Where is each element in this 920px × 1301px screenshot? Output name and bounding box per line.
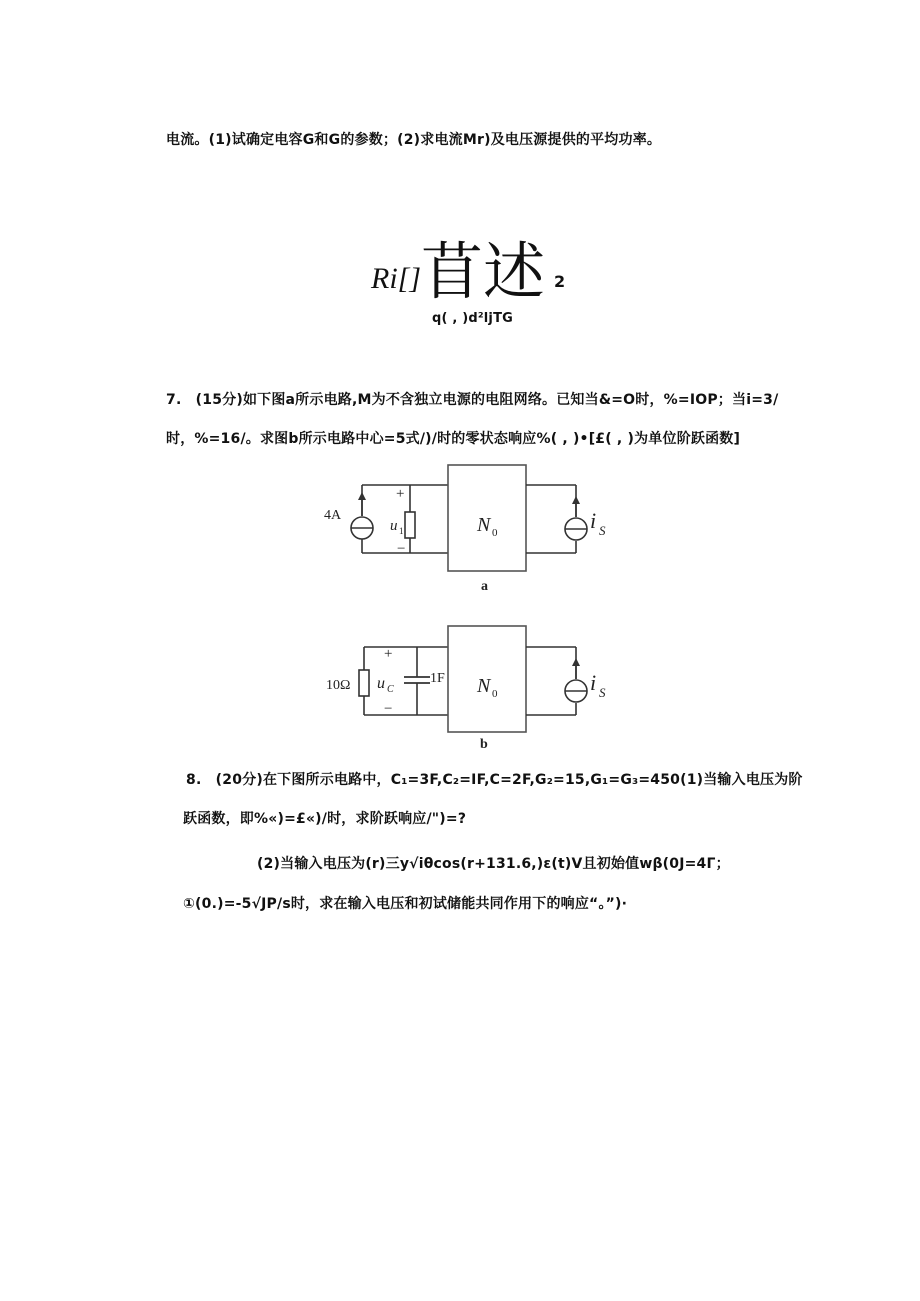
q8-line2: 跃函数，即%«)=£«)/时，求阶跃响应/")=? [183,811,467,827]
caption-a: a [481,579,488,594]
capacitor-1f [404,677,430,683]
text-line-top: 电流。(1)试确定电容G和G的参数；(2)求电流Mr)及电压源提供的平均功率。 [166,132,662,148]
q7-line2: 时，%=16/。求图b所示电路中心=5式/)/时的零状态响应%( , )•[£( , )为单位阶跃函数] [166,431,741,447]
resistor-u1 [405,512,415,538]
label-n0-b-sub: 0 [492,688,498,700]
circuit-figure-a [320,462,620,597]
q8-line3: (2)当输入电压为(r)三y√iθcos(r+131.6,)ε(t)V且初始值wβ(0J=4Γ； [257,856,730,872]
label-is-b: i [590,670,597,695]
label-uc: u [377,675,385,692]
label-is-b-sub: S [599,685,606,700]
label-uc-sub: C [387,684,394,695]
formula-line: q( , )d²ljTG [432,311,514,326]
label-n0-b: N [477,675,491,697]
label-minus-b: − [384,701,393,717]
caption-b: b [480,737,488,752]
label-10-ohm: 10Ω [326,678,351,693]
current-source-is-a [565,496,587,540]
label-4a: 4A [324,508,342,523]
heading-number: 2 [554,272,566,291]
label-u1: u [390,518,398,534]
circuit-figure-b [320,622,620,752]
label-plus-a: + [396,486,405,502]
heading-ri: Ri[] [371,262,422,295]
q8-line4: ①(0.)=-5√JP/s时，求在输入电压和初试储能共同作用下的响应“。”)· [183,896,628,912]
q8-line1: 8. (20分)在下图所示电路中，C₁=3F,C₂=IF,C=2F,G₂=15,G₁=G₃=450(1)当输入电压为阶 [186,772,803,788]
label-n0-a-sub: 0 [492,527,498,539]
label-is-a: i [590,508,597,533]
label-plus-b: + [384,646,393,662]
label-minus-a: − [397,541,406,557]
label-1f: 1F [430,671,445,686]
label-u1-sub: 1 [399,526,404,536]
current-source-4a [351,492,373,539]
label-is-a-sub: S [599,523,606,538]
current-source-is-b [565,658,587,702]
resistor-10-ohm [359,670,369,696]
q7-line1: 7. (15分)如下图a所示电路,M为不含独立电源的电阻网络。已知当&=O时，%=IOP；当i=3/ [166,392,779,408]
heading-big: 苜述 [421,235,546,308]
label-n0-a: N [477,514,491,536]
